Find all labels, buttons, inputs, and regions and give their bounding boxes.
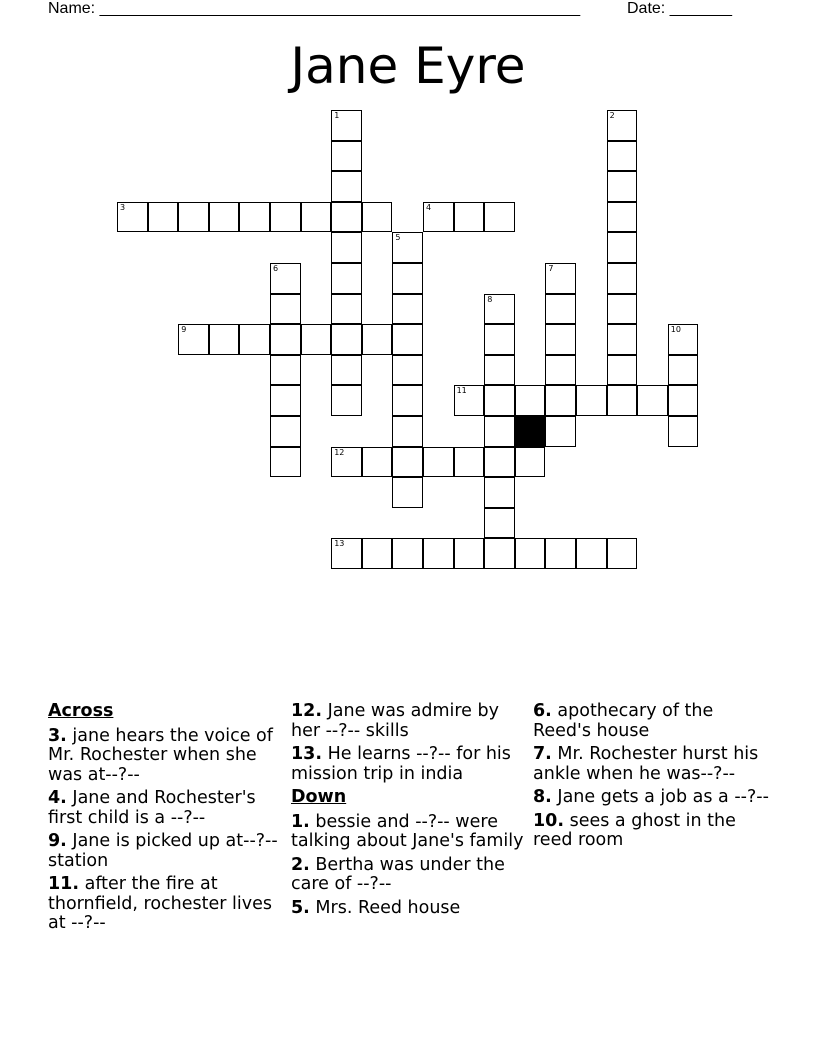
name-field-label: Name: ______________________________________________________: [48, 0, 581, 17]
clue-text: bessie and --?-- were talking about Jane's family: [291, 811, 524, 851]
cell-number: 13: [334, 539, 345, 549]
grid-cell[interactable]: [484, 324, 515, 355]
grid-cell[interactable]: [545, 294, 576, 325]
clue-number: 2.: [291, 854, 310, 875]
grid-cell[interactable]: [331, 110, 362, 141]
cell-number: 5: [395, 233, 401, 243]
grid-cell[interactable]: [331, 447, 362, 478]
grid-cell[interactable]: [607, 263, 638, 294]
grid-cell[interactable]: [607, 141, 638, 172]
cell-number: 12: [334, 447, 345, 457]
clues-column-1: [48, 702, 284, 938]
grid-cell[interactable]: [331, 263, 362, 294]
grid-cell[interactable]: [270, 385, 301, 416]
grid-cell[interactable]: [331, 538, 362, 569]
down-clue-1: [291, 813, 527, 852]
grid-cell[interactable]: [607, 538, 638, 569]
grid-cell[interactable]: [576, 538, 607, 569]
grid-cell[interactable]: [484, 385, 515, 416]
clue-text: Jane was admire by her --?-- skills: [291, 701, 499, 741]
across-heading: Across: [48, 701, 114, 721]
down-clue-7: [533, 745, 769, 784]
cell-number: 6: [273, 264, 279, 273]
grid-cell[interactable]: [545, 385, 576, 416]
black-cell: [515, 416, 546, 447]
grid-cell[interactable]: [484, 202, 515, 233]
cell-number: 11: [456, 386, 467, 396]
grid-cell[interactable]: [484, 416, 515, 447]
grid-cell[interactable]: [392, 232, 423, 263]
grid-cell[interactable]: [392, 538, 423, 569]
clue-text: Bertha was under the care of --?--: [291, 854, 505, 894]
down-clue-10: [533, 812, 769, 851]
grid-cell[interactable]: [484, 508, 515, 539]
grid-cell[interactable]: [576, 385, 607, 416]
grid-cell[interactable]: [392, 477, 423, 508]
grid-cell[interactable]: [392, 263, 423, 294]
grid-cell[interactable]: [545, 324, 576, 355]
grid-cell[interactable]: [607, 385, 638, 416]
cell-number: 8: [487, 294, 493, 304]
clue-number: 11.: [48, 874, 80, 894]
grid-cell[interactable]: [301, 202, 332, 233]
clue-number: 9.: [48, 831, 67, 851]
grid-cell[interactable]: [454, 538, 485, 569]
grid-cell[interactable]: [331, 385, 362, 416]
clue-number: 1.: [291, 811, 310, 832]
grid-cell[interactable]: [607, 324, 638, 355]
grid-cell[interactable]: [484, 355, 515, 386]
grid-cell[interactable]: [270, 324, 301, 355]
grid-cell[interactable]: [668, 324, 699, 355]
across-clue-4: [48, 789, 284, 828]
down-clue-6: [533, 702, 769, 741]
grid-cell[interactable]: [178, 324, 209, 355]
clue-text: Jane is picked up at--?-- station: [48, 831, 278, 871]
grid-cell[interactable]: [545, 355, 576, 386]
across-clue-13: [291, 745, 527, 784]
down-heading: Down: [291, 787, 347, 807]
grid-cell[interactable]: [239, 324, 270, 355]
clue-number: 3.: [48, 725, 67, 746]
grid-cell[interactable]: [545, 263, 576, 294]
clue-number: 8.: [533, 787, 552, 807]
grid-cell[interactable]: [209, 202, 240, 233]
grid-cell[interactable]: [423, 202, 454, 233]
grid-cell[interactable]: [331, 355, 362, 386]
across-clue-9: [48, 832, 284, 871]
grid-cell[interactable]: [607, 202, 638, 233]
grid-cell[interactable]: [270, 447, 301, 478]
grid-cell[interactable]: [362, 447, 393, 478]
clue-text: sees a ghost in the reed room: [533, 810, 736, 850]
grid-cell[interactable]: [607, 355, 638, 386]
clues-column-2: [291, 702, 527, 922]
clue-text: Mr. Rochester hurst his ankle when he was--?--: [533, 744, 759, 784]
grid-cell[interactable]: [392, 416, 423, 447]
cell-number: 4: [426, 202, 432, 212]
grid-cell[interactable]: [668, 416, 699, 447]
down-clue-5: [291, 899, 527, 919]
grid-cell[interactable]: [668, 355, 699, 386]
grid-cell[interactable]: [239, 202, 270, 233]
grid-cell[interactable]: [362, 202, 393, 233]
grid-cell[interactable]: [331, 171, 362, 202]
grid-cell[interactable]: [607, 110, 638, 141]
grid-cell[interactable]: [454, 385, 485, 416]
grid-cell[interactable]: [209, 324, 240, 355]
grid-cell[interactable]: [270, 355, 301, 386]
clue-text: Mrs. Reed house: [315, 897, 461, 918]
grid-cell[interactable]: [515, 385, 546, 416]
clue-text: He learns --?-- for his mission trip in india: [291, 744, 511, 784]
clue-number: 4.: [48, 788, 67, 808]
grid-cell[interactable]: [392, 385, 423, 416]
grid-cell[interactable]: [484, 447, 515, 478]
grid-cell[interactable]: [331, 294, 362, 325]
cell-number: 1: [334, 111, 340, 120]
cell-number: 10: [670, 325, 681, 335]
grid-cell[interactable]: [668, 385, 699, 416]
grid-cell[interactable]: [607, 171, 638, 202]
grid-cell[interactable]: [301, 324, 332, 355]
grid-cell[interactable]: [607, 294, 638, 325]
clue-text: Jane gets a job as a --?--: [557, 787, 769, 807]
grid-cell[interactable]: [484, 477, 515, 508]
grid-cell[interactable]: [270, 416, 301, 447]
grid-cell[interactable]: [392, 294, 423, 325]
down-clue-8: [533, 788, 769, 808]
grid-cell[interactable]: [117, 202, 148, 233]
across-clue-12: [291, 702, 527, 741]
grid-cell[interactable]: [545, 416, 576, 447]
grid-cell[interactable]: [423, 538, 454, 569]
clue-text: after the fire at thornfield, rochester lives at --?--: [48, 874, 272, 933]
clue-number: 13.: [291, 744, 323, 764]
cell-number: 9: [181, 325, 187, 335]
grid-cell[interactable]: [331, 202, 362, 233]
grid-cell[interactable]: [331, 232, 362, 263]
clue-number: 12.: [291, 701, 323, 721]
grid-cell[interactable]: [392, 355, 423, 386]
grid-cell[interactable]: [484, 294, 515, 325]
down-clue-2: [291, 856, 527, 895]
clue-text: jane hears the voice of Mr. Rochester when she was at--?--: [48, 725, 273, 785]
grid-cell[interactable]: [423, 447, 454, 478]
grid-cell[interactable]: [148, 202, 179, 233]
clue-number: 6.: [533, 701, 552, 721]
across-clue-11: [48, 875, 284, 934]
grid-cell[interactable]: [454, 202, 485, 233]
puzzle-title: Jane Eyre: [290, 37, 526, 95]
grid-cell[interactable]: [515, 538, 546, 569]
grid-cell[interactable]: [362, 324, 393, 355]
grid-cell[interactable]: [392, 447, 423, 478]
grid-cell[interactable]: [515, 447, 546, 478]
clue-text: Jane and Rochester's first child is a --?--: [48, 788, 256, 828]
grid-cell[interactable]: [270, 263, 301, 294]
grid-cell[interactable]: [392, 324, 423, 355]
cell-number: 7: [548, 264, 554, 273]
grid-cell[interactable]: [607, 232, 638, 263]
cell-number: 2: [609, 111, 615, 120]
grid-cell[interactable]: [362, 538, 393, 569]
grid-cell[interactable]: [637, 385, 668, 416]
grid-cell[interactable]: [270, 294, 301, 325]
grid-cell[interactable]: [331, 324, 362, 355]
cell-number: 3: [120, 202, 126, 212]
across-clue-3: [48, 727, 284, 786]
clues-column-3: [533, 702, 769, 855]
grid-cell[interactable]: [178, 202, 209, 233]
grid-cell[interactable]: [454, 447, 485, 478]
clue-text: apothecary of the Reed's house: [533, 701, 714, 741]
grid-cell[interactable]: [331, 141, 362, 172]
clue-number: 7.: [533, 744, 552, 764]
date-field-label: Date: _______: [627, 0, 732, 17]
grid-cell[interactable]: [545, 538, 576, 569]
grid-cell[interactable]: [484, 538, 515, 569]
clue-number: 10.: [533, 810, 565, 831]
grid-cell[interactable]: [270, 202, 301, 233]
clue-number: 5.: [291, 897, 310, 918]
